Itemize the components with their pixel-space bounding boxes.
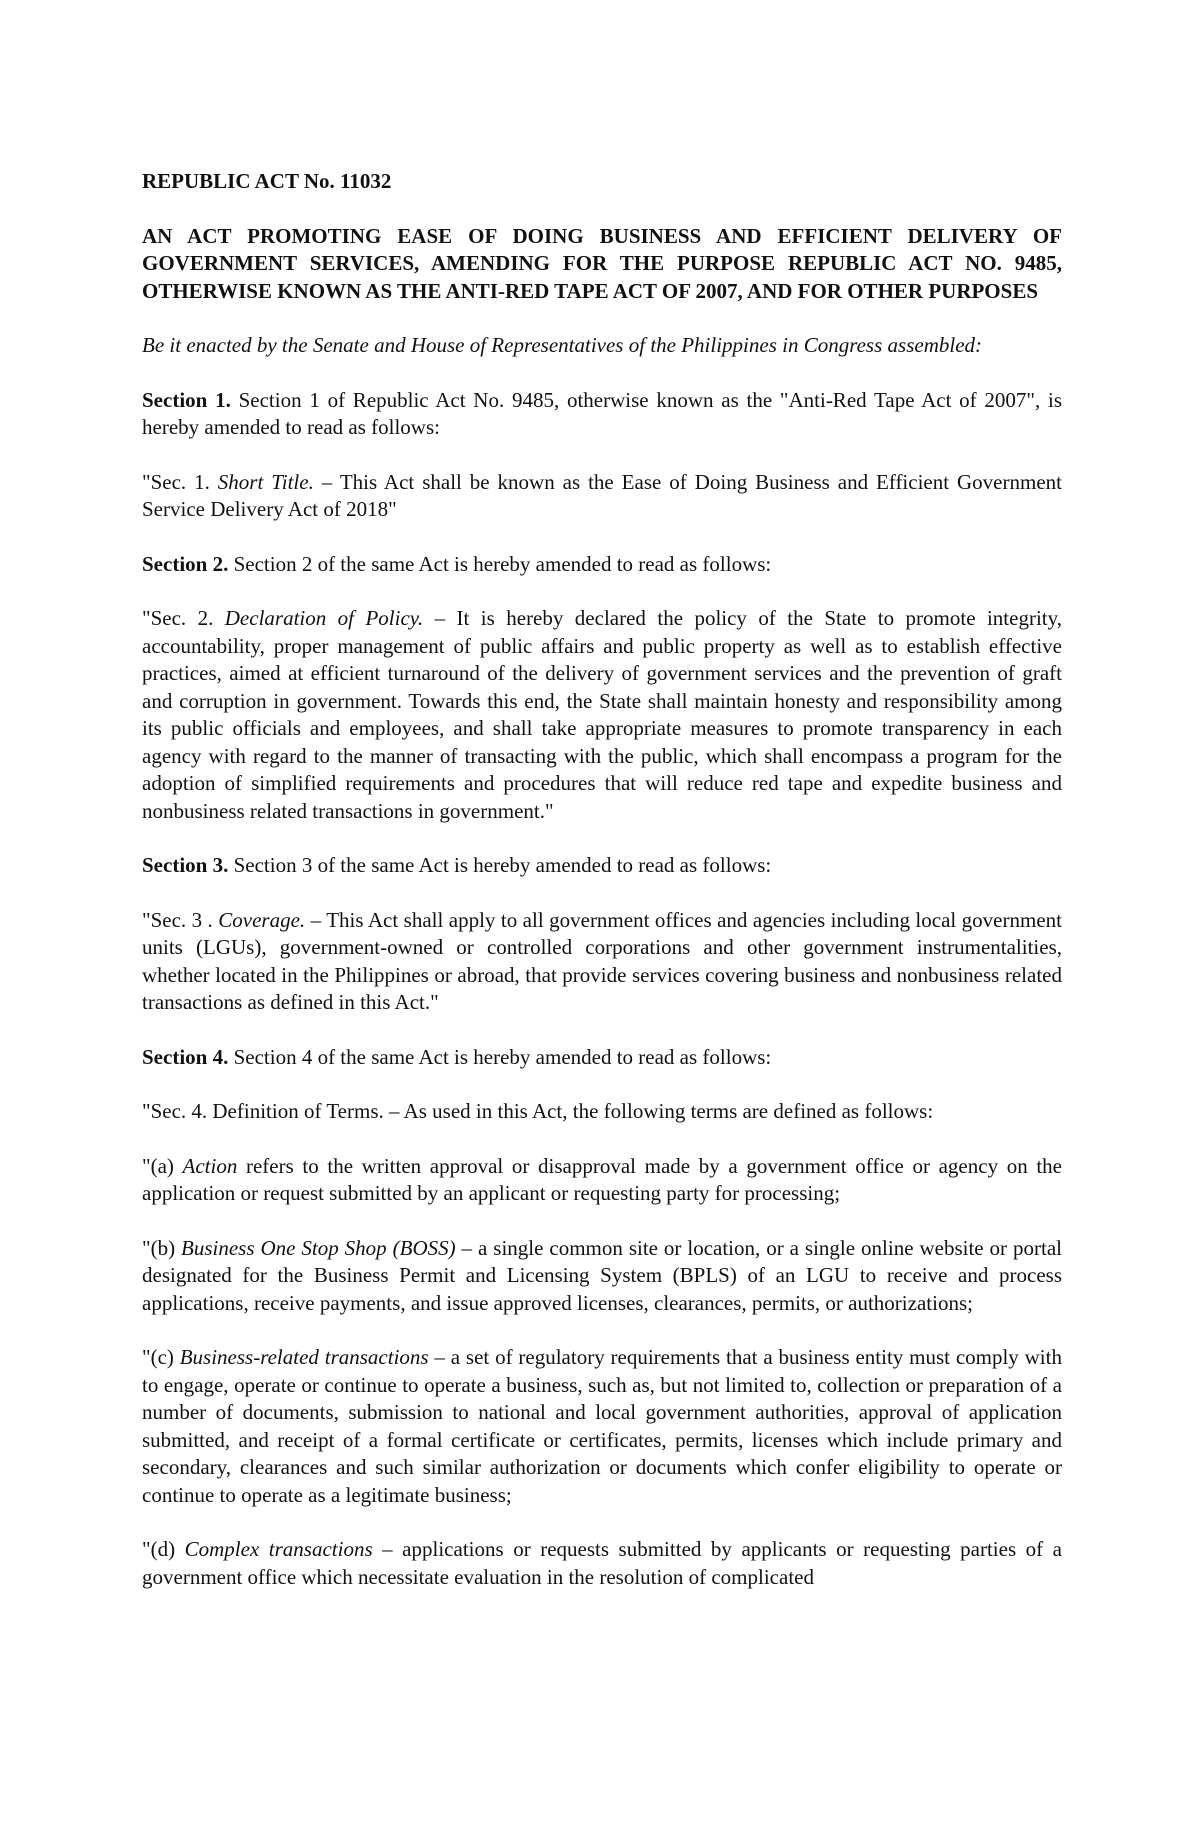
sec-1-quote-paragraph — [142, 469, 1062, 524]
section-1-label: Section 1. — [142, 387, 231, 412]
definition-a-prefix: "(a) — [142, 1153, 183, 1178]
definition-c-term: Business-related transactions — [179, 1345, 429, 1369]
act-title: AN ACT PROMOTING EASE OF DOING BUSINESS AND EFFICIENT DELIVERY OF GOVERNMENT SERVICES, AMENDING FOR THE PURPOSE REPUBLIC ACT NO. 9485, OTHERWISE KNOWN AS THE ANTI-RED TAPE ACT OF 2007, AND FOR OTHER PURPOSES — [142, 223, 1062, 303]
definition-b-prefix: "(b) — [142, 1235, 182, 1260]
sec-4-quote-paragraph: "Sec. 4. Definition of Terms. – As used in this Act, the following terms are defined as follows: — [142, 1099, 934, 1123]
sec-1-prefix: "Sec. 1. — [142, 469, 218, 494]
section-2-label: Section 2. — [142, 551, 229, 576]
section-3-paragraph — [142, 852, 1062, 880]
definition-a-text: refers to the written approval or disapproval made by a government office or agency on the application or request submitted by an applicant or requesting party for processing; — [142, 1153, 1062, 1205]
sec-3-term: Coverage. — [218, 907, 306, 932]
definition-c — [142, 1344, 1062, 1509]
definition-b-term: Business One Stop Shop (BOSS) — [181, 1235, 456, 1260]
section-3-text: Section 3 of the same Act is hereby amended to read as follows: — [228, 853, 772, 877]
sec-2-text: – It is hereby declared the policy of the State to promote integrity, accountability, proper management of public affairs and public property as well as to establish effective practices, aimed at efficient turnaround of the delivery of government services and the prevention of graft and corruption in government. Towards this end, the State shall maintain honesty and responsibility among its public officials and employees, and shall take appropriate measures to promote transparency in each agency with regard to the manner of transacting with the public, which shall encompass a program for the adoption of simplified requirements and procedures that will reduce red tape and expedite business and nonbusiness related transactions in government." — [142, 606, 1063, 823]
definition-a — [142, 1153, 1062, 1208]
sec-2-quote-paragraph — [142, 605, 1062, 825]
sec-2-prefix: "Sec. 2. — [142, 606, 225, 630]
section-3-label: Section 3. — [142, 853, 229, 877]
document-page — [142, 168, 1062, 1618]
section-1-paragraph — [142, 387, 1062, 442]
definition-b — [142, 1235, 1062, 1318]
sec-1-text: – This Act shall be known as the Ease of Doing Business and Efficient Government Service Delivery Act of 2018" — [142, 469, 1062, 521]
section-4-paragraph — [142, 1044, 1062, 1072]
sec-3-text: – This Act shall apply to all government offices and agencies including local government units (LGUs), government-owned or controlled corporations and other government instrumentalities, whether located in the Philippines or abroad, that provide services covering business and nonbusiness related transactions as defined in this Act." — [142, 907, 1062, 1014]
definition-b-text: – a single common site or location, or a single online website or portal designated for the Business Permit and Licensing System (BPLS) of an LGU to receive and process applications, receive payments, and issue approved licenses, clearances, permits, or authorizations; — [142, 1235, 1062, 1315]
definition-d-prefix: "(d) — [142, 1537, 185, 1561]
section-1-text: Section 1 of Republic Act No. 9485, otherwise known as the "Anti-Red Tape Act of 2007", is hereby amended to read as follows: — [142, 387, 1062, 439]
sec-1-term: Short Title. — [217, 469, 314, 494]
definition-a-term: Action — [182, 1153, 238, 1178]
definition-d-text: – applications or requests submitted by applicants or requesting parties of a government office which necessitate evaluation in the resolution of complicated — [142, 1537, 1062, 1589]
act-number: REPUBLIC ACT No. 11032 — [142, 169, 392, 193]
section-4-text: Section 4 of the same Act is hereby amended to read as follows: — [228, 1044, 772, 1069]
section-2-paragraph — [142, 551, 1062, 579]
sec-3-quote-paragraph — [142, 907, 1062, 1017]
sec-3-prefix: "Sec. 3 . — [142, 907, 219, 932]
definition-c-prefix: "(c) — [142, 1345, 180, 1369]
definition-d-term: Complex transactions — [184, 1537, 373, 1561]
sec-2-term: Declaration of Policy. — [224, 606, 424, 630]
section-2-text: Section 2 of the same Act is hereby amended to read as follows: — [228, 551, 772, 576]
definition-c-text: – a set of regulatory requirements that a business entity must comply with to engage, operate or continue to operate a business, such as, but not limited to, collection or preparation of a number of documents, submission to national and local government authorities, approval of application submitted, and receipt of a formal certificate or certificates, permits, licenses which include primary and secondary, clearances and such similar authorization or documents which confer eligibility to operate or continue to operate as a legitimate business; — [142, 1345, 1062, 1507]
section-4-label: Section 4. — [142, 1044, 229, 1069]
definition-d — [142, 1536, 1062, 1591]
enacting-clause: Be it enacted by the Senate and House of Representatives of the Philippines in Congress assembled: — [142, 333, 983, 357]
